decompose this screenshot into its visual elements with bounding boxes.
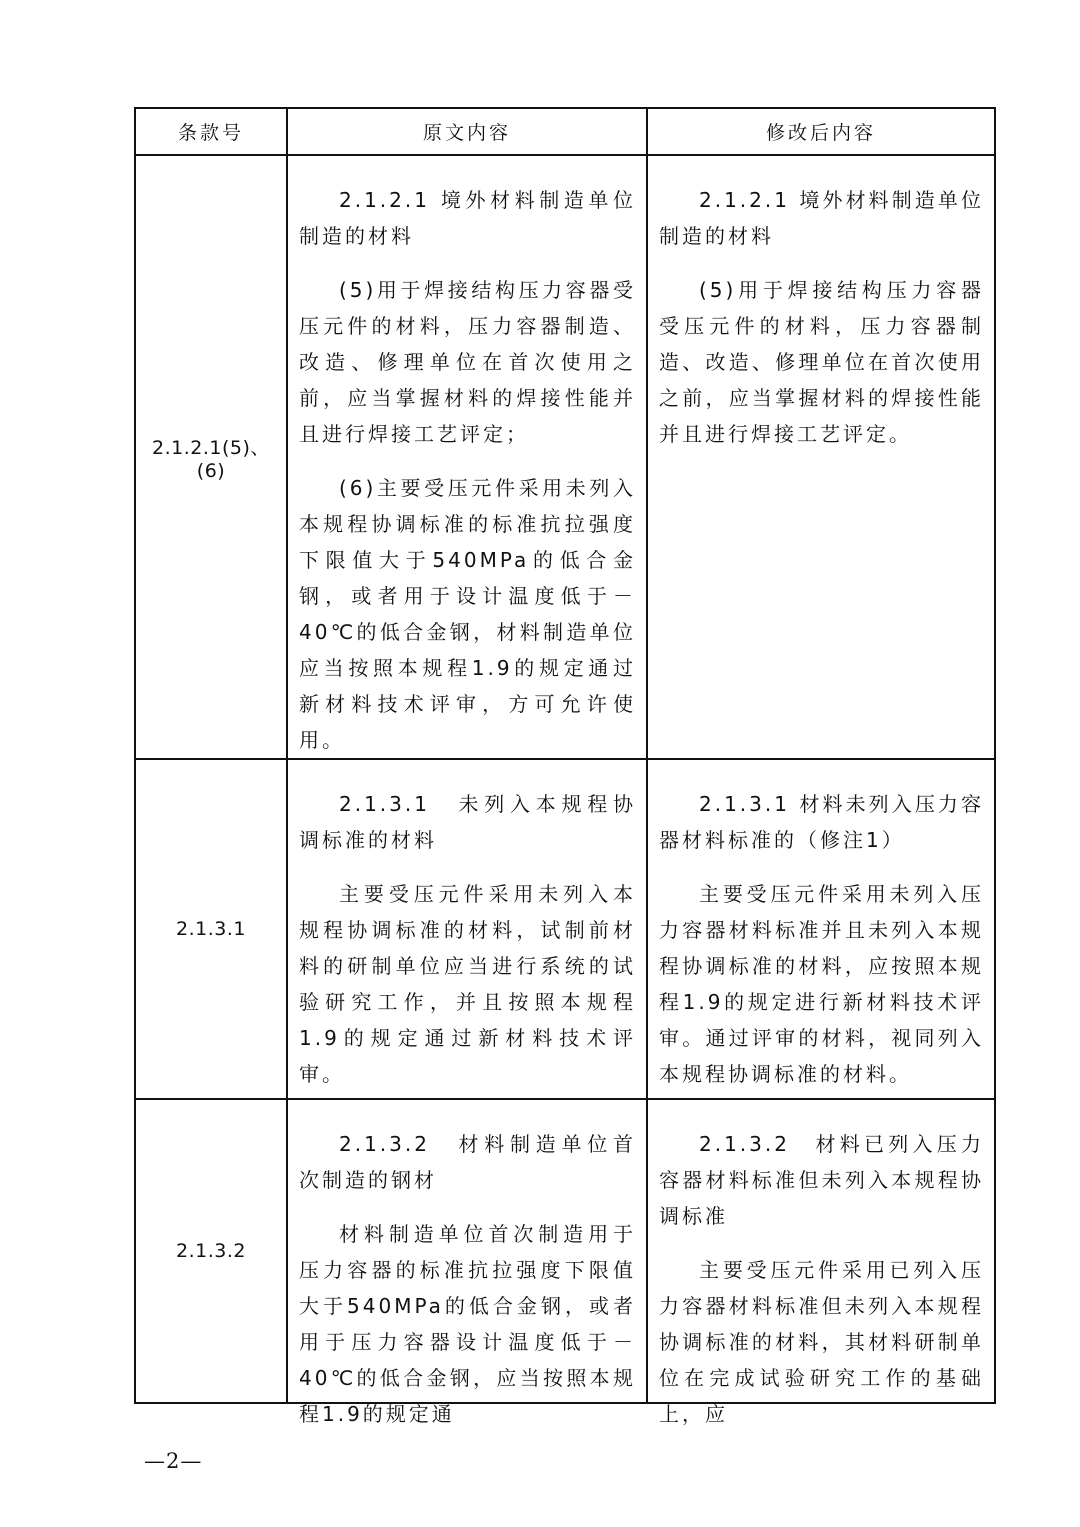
paragraph: 主要受压元件采用已列入压力容器材料标准但未列入本规程协调标准的材料，其材料研制单位在完成试验研究工作的基础上，应 <box>659 1258 984 1426</box>
page-number: —2— <box>144 1449 203 1473</box>
paragraph: (5)用于焊接结构压力容器受压元件的材料，压力容器制造、改造、修理单位在首次使用之前，应当掌握材料的焊接性能并且进行焊接工艺评定； <box>299 278 636 446</box>
revised-content <box>647 155 995 759</box>
revision-table <box>134 107 996 1426</box>
clause-number: 2.1.3.2 <box>135 1099 287 1403</box>
paragraph: 2.1.2.1 境外材料制造单位制造的材料 <box>299 188 636 248</box>
paragraph: (6)主要受压元件采用未列入本规程协调标准的标准抗拉强度下限值大于540MPa的低合金钢，或者用于设计温度低于－40℃的低合金钢，材料制造单位应当按照本规程1.9的规定通过新材料技术评审，方可允许使用。 <box>299 476 636 752</box>
original-content <box>287 1099 647 1426</box>
revised-content <box>647 1099 995 1426</box>
original-content <box>287 155 647 759</box>
original-content <box>287 759 647 1099</box>
revised-content <box>647 759 995 1099</box>
table-header-row <box>135 108 995 155</box>
paragraph: 主要受压元件采用未列入压力容器材料标准并且未列入本规程协调标准的材料，应按照本规程1.9的规定进行新材料技术评审。通过评审的材料，视同列入本规程协调标准的材料。 <box>659 882 984 1086</box>
table-row <box>135 1099 995 1403</box>
paragraph: 2.1.3.1 材料未列入压力容器材料标准的（修注1） <box>659 792 984 852</box>
header-revised: 修改后内容 <box>647 108 995 155</box>
paragraph: 2.1.2.1 境外材料制造单位制造的材料 <box>659 188 984 248</box>
header-clause: 条款号 <box>135 108 287 155</box>
paragraph: (5)用于焊接结构压力容器受压元件的材料，压力容器制造、改造、修理单位在首次使用之前，应当掌握材料的焊接性能并且进行焊接工艺评定。 <box>659 278 984 446</box>
paragraph: 2.1.3.1 未列入本规程协调标准的材料 <box>299 792 636 852</box>
paragraph: 2.1.3.2 材料制造单位首次制造的钢材 <box>299 1132 636 1192</box>
table-row <box>135 759 995 1099</box>
clause-number: 2.1.2.1(5)、(6) <box>135 155 287 759</box>
header-original: 原文内容 <box>287 108 647 155</box>
paragraph: 主要受压元件采用未列入本规程协调标准的材料，试制前材料的研制单位应当进行系统的试验研究工作，并且按照本规程1.9的规定通过新材料技术评审。 <box>299 882 636 1086</box>
clause-number: 2.1.3.1 <box>135 759 287 1099</box>
paragraph: 材料制造单位首次制造用于压力容器的标准抗拉强度下限值大于540MPa的低合金钢，或者用于压力容器设计温度低于－40℃的低合金钢，应当按照本规程1.9的规定通 <box>299 1222 636 1426</box>
paragraph: 2.1.3.2 材料已列入压力容器材料标准但未列入本规程协调标准 <box>659 1132 984 1228</box>
table-row <box>135 155 995 759</box>
